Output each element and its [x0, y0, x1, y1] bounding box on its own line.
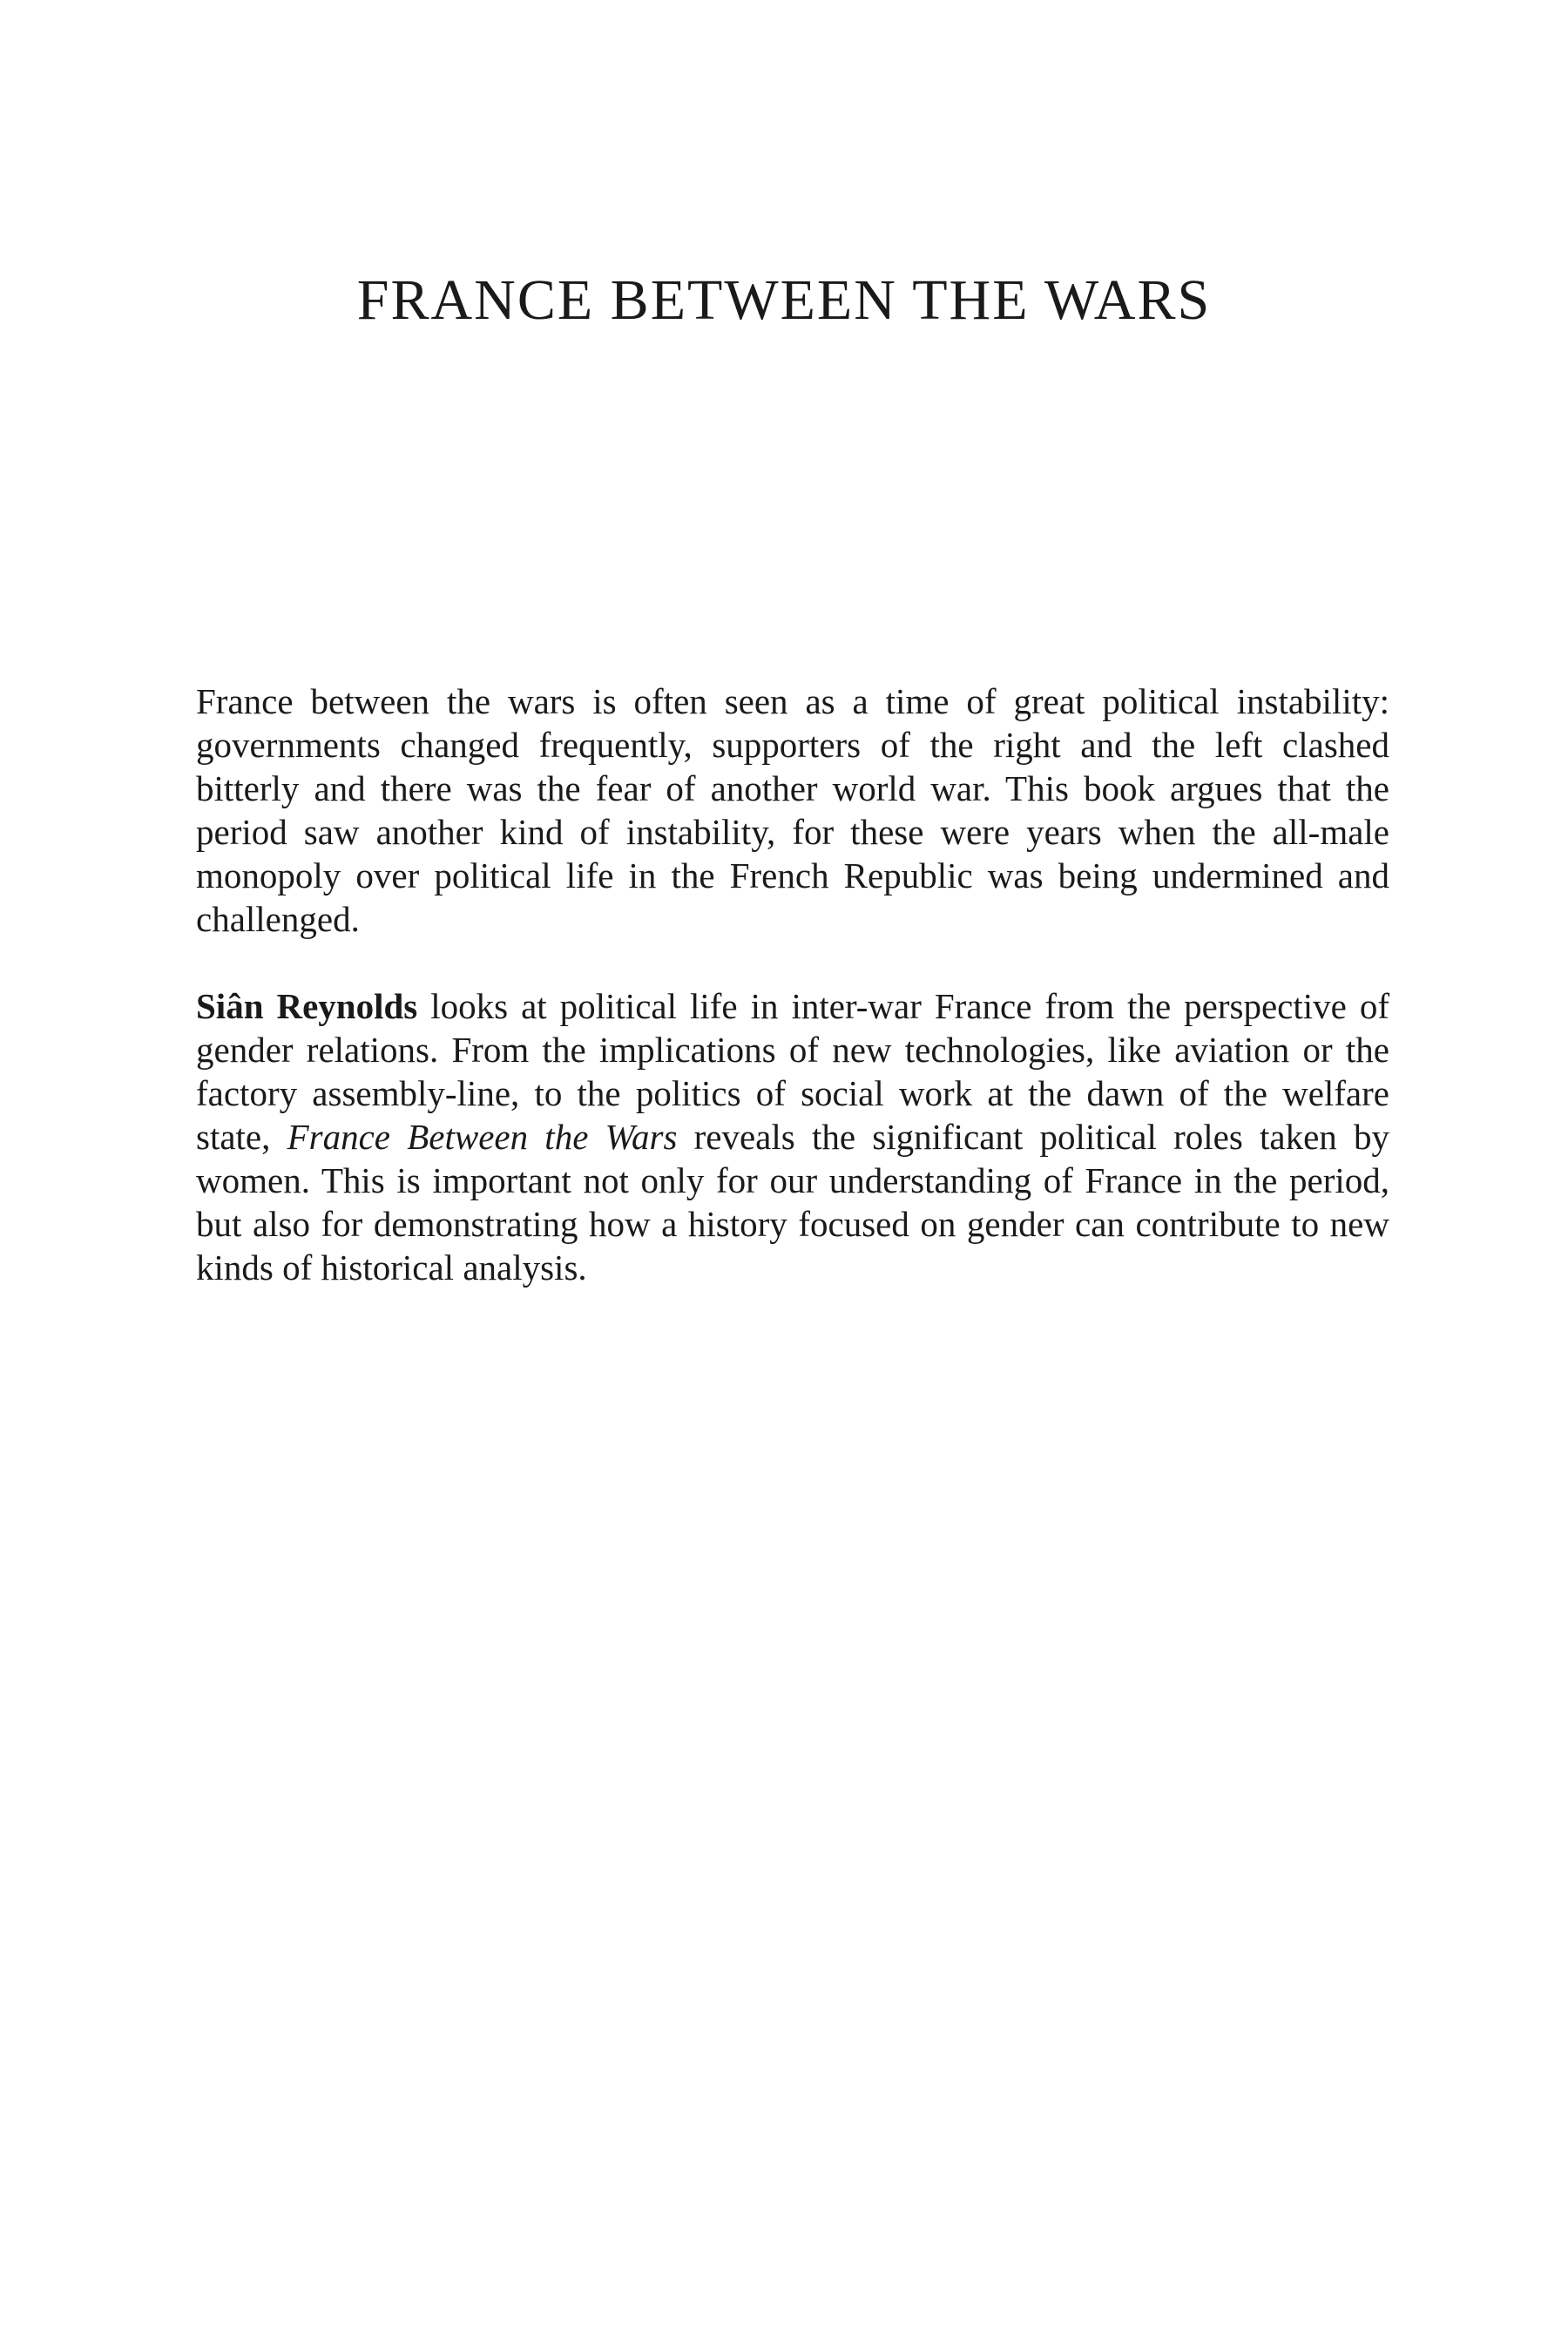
page-title: FRANCE BETWEEN THE WARS: [356, 268, 1212, 332]
book-title-reference: France Between the Wars: [287, 1117, 678, 1157]
author-name: Siân Reynolds: [196, 986, 418, 1026]
description-paragraph-1: France between the wars is often seen as a time of great political instability: governments changed frequently, supporters of the right and the left clashed bitterly and there was the fear of another world war. This book argues that the period saw another kind of instability, for these were years when the all-male monopoly over political life in the French Republic was being undermined and challenged.: [196, 681, 1389, 939]
paragraph-2-text-a: looks at political life in inter-war France from the perspective of gender relations. From the implications of new technologies, like aviation or the factory assembly-line, to the politics of social work at the dawn of the welfare state,: [196, 986, 1389, 1157]
paragraph-2-text-b: reveals the significant political roles taken by women. This is important not only for our understanding of France in the period, but also for demonstrating how a history focused on gender can contribute to new kinds of historical analysis.: [196, 1117, 1389, 1288]
description-paragraph-2: [196, 984, 1389, 1289]
book-description: [196, 679, 1389, 1289]
